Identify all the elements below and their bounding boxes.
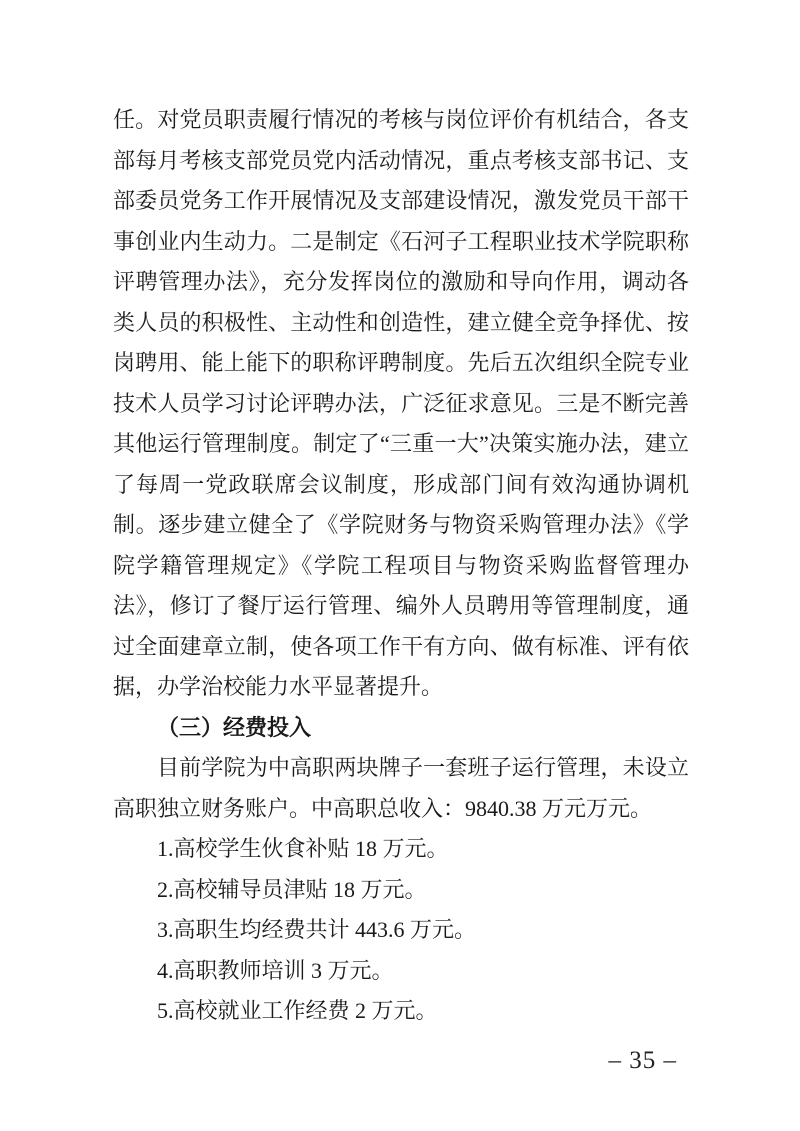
list-item-counselor-allowance: 2.高校辅导员津贴 18 万元。: [157, 876, 427, 902]
list-item-teacher-training: 4.高职教师培训 3 万元。: [157, 957, 394, 983]
list-item-meal-subsidy: 1.高校学生伙食补贴 18 万元。: [157, 836, 449, 861]
document-body: [113, 100, 689, 1032]
body-paragraph-income: 目前学院为中高职两块牌子一套班子运行管理，未设立高职独立财务账户。中高职总收入：9840.38 万元万元。: [113, 755, 689, 821]
list-item-employment-funding: 5.高校就业工作经费 2 万元。: [157, 998, 438, 1023]
section-heading-funding: （三）经费投入: [157, 714, 312, 740]
page-number: – 35 –: [608, 1047, 677, 1074]
body-paragraph-continuation: 任。对党员职责履行情况的考核与岗位评价有机结合，各支部每月考核支部党员党内活动情况，重点考核支部书记、支部委员党务工作开展情况及支部建设情况，激发党员干部干事创业内生动力。二是制定《石河子工程职业技术学院职称评聘管理办法》，充分发挥岗位的激励和导向作用，调动各类人员的积极性、主动性和创造性，建立健全竞争择优、按岗聘用、能上能下的职称评聘制度。先后五次组织全院专业技术人员学习讨论评聘办法，广泛征求意见。三是不断完善其他运行管理制度。制定了“三重一大”决策实施办法，建立了每周一党政联席会议制度，形成部门间有效沟通协调机制。逐步建立健全了《学院财务与物资采购管理办法》《学院学籍管理规定》《学院工程项目与物资采购监督管理办法》，修订了餐厅运行管理、编外人员聘用等管理制度，通过全面建章立制，使各项工作干有方向、做有标准、评有依据，办学治校能力水平显著提升。: [113, 107, 689, 699]
list-item-per-student-funding: 3.高职生均经费共计 443.6 万元。: [157, 917, 477, 942]
